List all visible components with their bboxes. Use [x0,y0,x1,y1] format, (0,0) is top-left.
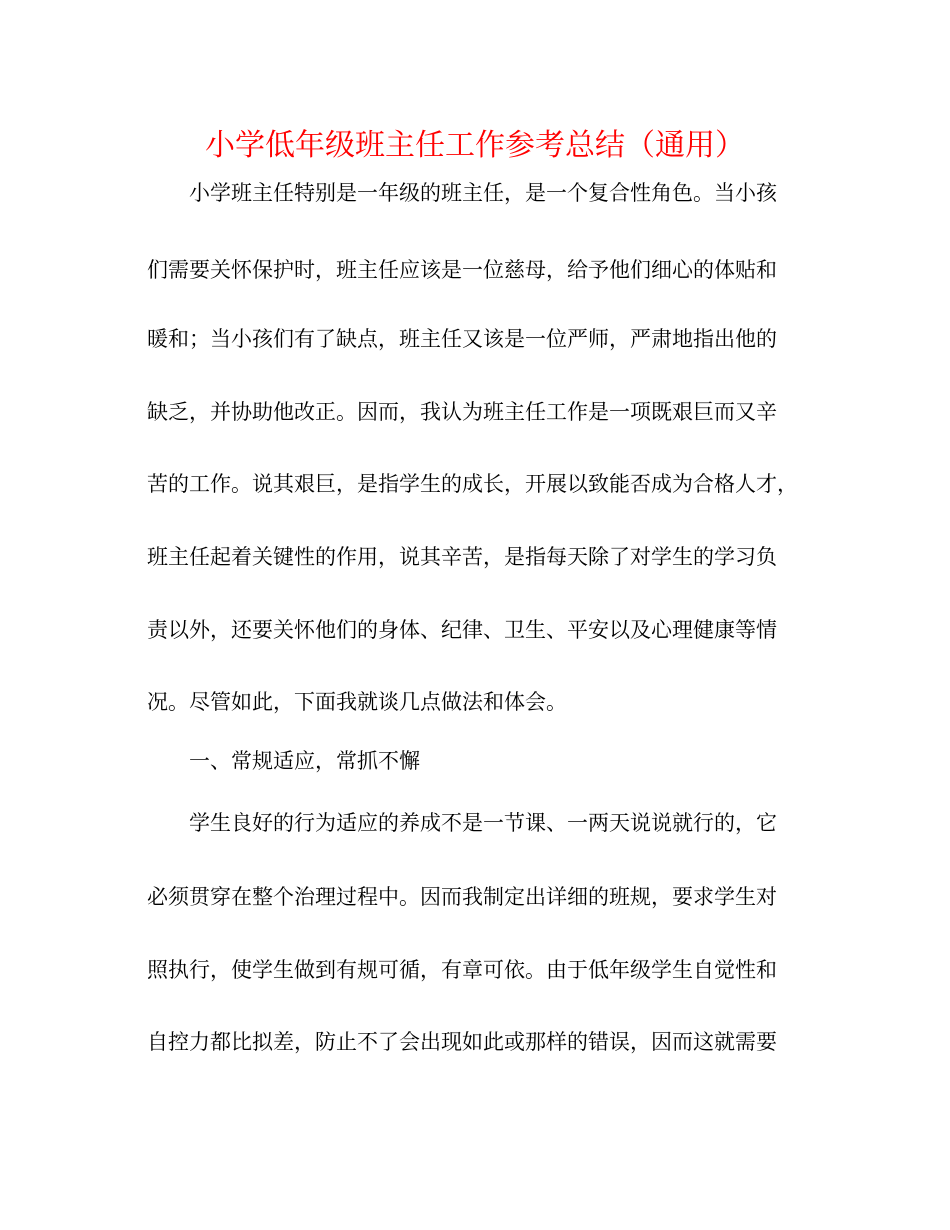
paragraph-line: 责以外，还要关怀他们的身体、纪律、卫生、平安以及心理健康等情 [147,618,777,642]
paragraph-line: 缺乏，并协助他改正。因而，我认为班主任工作是一项既艰巨而又辛 [147,400,777,424]
paragraph-line: 班主任起着关键性的作用，说其辛苦，是指每天除了对学生的学习负 [147,545,777,569]
section-heading: 一、常规适应，常抓不懈 [189,749,420,773]
paragraph-line: 们需要关怀保护时，班主任应该是一位慈母，给予他们细心的体贴和 [147,258,777,282]
document-title: 小学低年级班主任工作参考总结（通用） [205,128,745,163]
paragraph-line: 况。尽管如此，下面我就谈几点做法和体会。 [147,690,567,714]
paragraph-line: 自控力都比拟差，防止不了会出现如此或那样的错误，因而这就需要 [147,1030,777,1054]
paragraph-line: 小学班主任特别是一年级的班主任，是一个复合性角色。当小孩 [189,181,777,205]
paragraph-line: 照执行，使学生做到有规可循，有章可依。由于低年级学生自觉性和 [147,958,777,982]
paragraph-line: 必须贯穿在整个治理过程中。因而我制定出详细的班规，要求学生对 [147,885,777,909]
paragraph-line: 苦的工作。说其艰巨，是指学生的成长，开展以致能否成为合格人才， [147,472,798,496]
paragraph-line: 学生良好的行为适应的养成不是一节课、一两天说说就行的，它 [189,811,777,835]
paragraph-line: 暖和；当小孩们有了缺点，班主任又该是一位严师，严肃地指出他的 [147,327,777,351]
